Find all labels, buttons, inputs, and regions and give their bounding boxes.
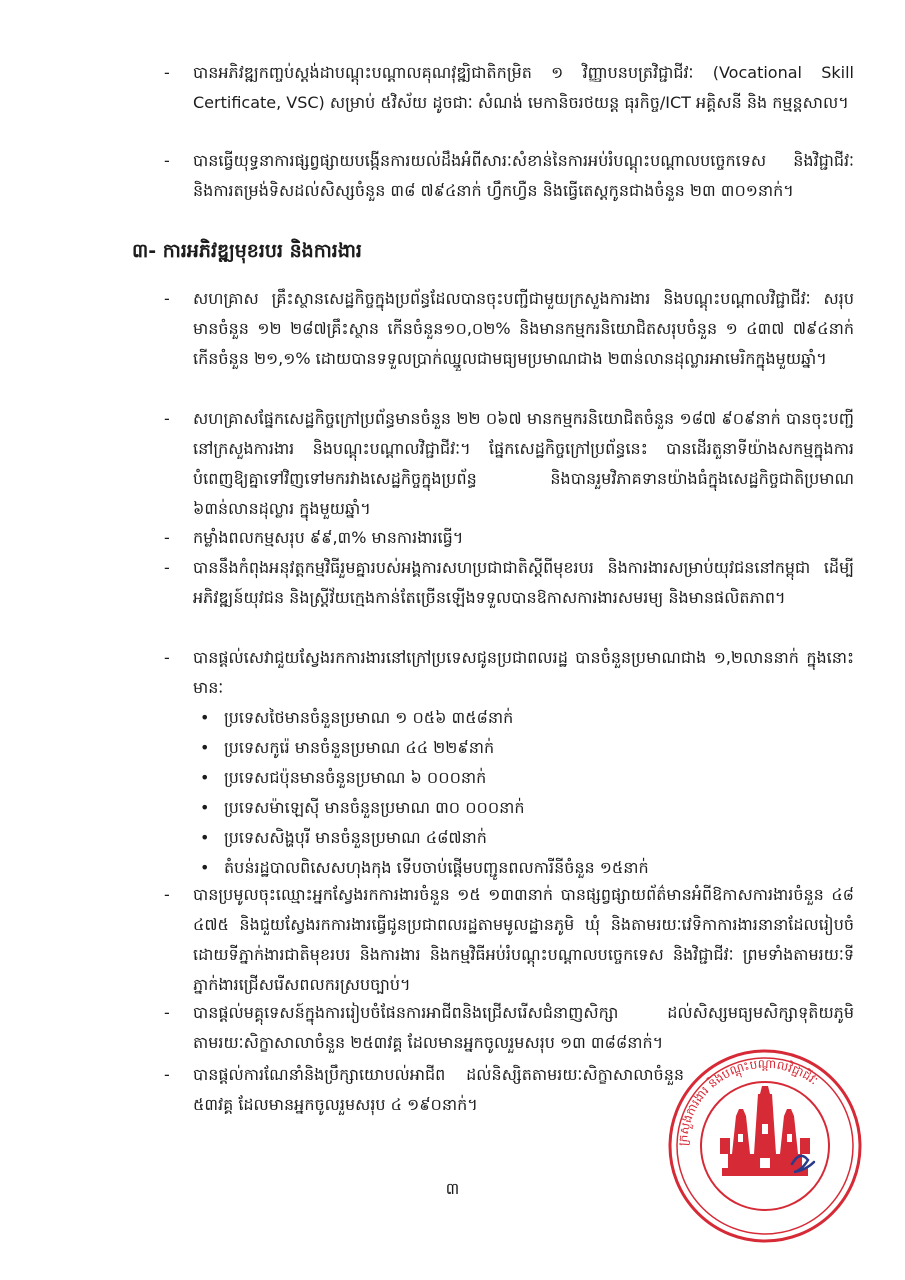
item-text: កម្លាំងពលកម្មសរុប ៩៩,៣% មានការងារធ្វើ។: [193, 528, 464, 547]
list-item: [164, 58, 854, 118]
list-item: [164, 643, 854, 703]
bullet-text: ប្រទេសជប៉ុនមានចំនួនប្រមាណ ៦ ០០០នាក់: [224, 768, 487, 787]
list-item: [164, 880, 854, 1000]
bullet-text: ប្រទេសកូរ៉េ មានចំនួនប្រមាណ ៤៤ ២២៩នាក់: [224, 738, 495, 757]
country-bullet: [200, 854, 820, 882]
dash-bullet: -: [164, 648, 170, 667]
dash-bullet: -: [164, 558, 170, 577]
official-seal: [660, 1046, 870, 1246]
item-text: បានធ្វើយុទ្ធនាការផ្សព្វផ្សាយបង្កើនការយល់ដឹងអំពីសារៈសំខាន់នៃការអប់រំបណ្តុះបណ្តាលបច្ចេកទេស និងវិជ្ជាជីវៈ និងការតម្រង់ទិសដល់សិស្សចំនួន ៣៨ ៧៩៤នាក់ ហ្វឹកហ្វឺន និងធ្វើតេស្តកូនជាងចំនួន ២៣ ៣០១នាក់។: [193, 151, 854, 200]
bullet-dot-icon: •: [200, 768, 210, 787]
dash-bullet: -: [164, 151, 170, 170]
item-text: សហគ្រាសផ្នែកសេដ្ឋកិច្ចក្រៅប្រព័ន្ធមានចំនួន ២២ ០៦៧ មានកម្មករនិយោជិតចំនួន ១៨៧ ៩០៩នាក់ បានចុះបញ្ជីនៅក្រសួងការងារ និងបណ្តុះបណ្តាលវិជ្ជាជីវៈ។ ផ្នែកសេដ្ឋកិច្ចក្រៅប្រព័ន្ធនេះ បានដើរតួនាទីយ៉ាងសកម្មក្នុងការបំពេញឱ្យគ្នាទៅវិញទៅមករវាងសេដ្ឋកិច្ចក្នុងប្រព័ន្ធ និងបានរួមវិភាគទានយ៉ាងធំក្នុងសេដ្ឋកិច្ចជាតិប្រមាណ ៦៣ន់លានដុល្លារ ក្នុងមួយឆ្នាំ។: [193, 409, 854, 518]
country-bullet: [200, 734, 820, 762]
list-item: [164, 523, 854, 553]
item-text: សហគ្រាស គ្រឹះស្ថានសេដ្ឋកិច្ចក្នុងប្រព័ន្ធដែលបានចុះបញ្ជីជាមួយក្រសួងការងារ និងបណ្តុះបណ្តាលវិជ្ជាជីវៈ សរុបមានចំនួន ១២ ២៨៧គ្រឹះស្ថាន កើនចំនួន១០,០២% និងមានកម្មករនិយោជិតសរុបចំនួន ១ ៤៣៧ ៧៩៤នាក់ កើនចំនួន ២១,១% ដោយបានទទួលប្រាក់ឈ្នួលជាមធ្យមប្រមាណជាង ២៣ន់លានដុល្លារអាមេរិកក្នុងមួយឆ្នាំ។: [193, 289, 854, 368]
bullet-dot-icon: •: [200, 828, 210, 847]
country-bullet: [200, 824, 820, 852]
bullet-text: ប្រទេសម៉ាឡេស៊ី មានចំនួនប្រមាណ ៣០ ០០០នាក់: [224, 798, 525, 817]
dash-bullet: -: [164, 289, 170, 308]
dash-bullet: -: [164, 409, 170, 428]
list-item: [164, 1060, 684, 1120]
seal-icon: [660, 1046, 870, 1246]
item-text: បានប្រមូលចុះឈ្មោះអ្នកស្វែងរកការងារចំនួន ១៥ ១៣៣នាក់ បានផ្សព្វផ្សាយព័ត៌មានអំពីឱកាសការងារចំនួន ៤៨ ៤៧៥ និងជួយស្វែងរកការងារធ្វើជូនប្រជាពលរដ្ឋតាមមូលដ្ឋានភូមិ ឃុំ និងតាមរយៈវេទិកាការងារនានាដែលរៀបចំដោយទីភ្នាក់ងារជាតិមុខរបរ និងការងារ និងកម្មវិធីអប់រំបណ្តុះបណ្តាលបច្ចេកទេស និងវិជ្ជាជីវៈ ព្រមទាំងតាមរយៈទីភ្នាក់ងារជ្រើសរើសពលករស្របច្បាប់។: [193, 885, 854, 994]
page-number: ៣: [445, 1179, 460, 1198]
list-item: [164, 404, 854, 524]
country-bullet: [200, 764, 820, 792]
dash-bullet: -: [164, 63, 170, 82]
item-text: បានផ្តល់សេវាជួយស្វែងរកការងារនៅក្រៅប្រទេសជូនប្រជាពលរដ្ឋ បានចំនួនប្រមាណជាង ១,២លាននាក់ ក្នុងនោះមានៈ: [193, 648, 854, 697]
seal-text: ក្រសួងការងារ និងបណ្តុះបណ្តាលវិជ្ជាជីវៈ: [675, 1056, 821, 1147]
bullet-dot-icon: •: [200, 708, 210, 727]
bullet-text: តំបន់រដ្ឋបាលពិសេសហុងកុង ទើបចាប់ផ្តើមបញ្ជូនពលការីនីចំនួន ១៥នាក់: [224, 858, 649, 877]
bullet-text: ប្រទេសថៃមានចំនួនប្រមាណ ១ ០៥៦ ៣៥៨នាក់: [224, 708, 514, 727]
country-bullet: [200, 794, 820, 822]
bullet-dot-icon: •: [200, 858, 210, 877]
item-text: បានអភិវឌ្ឍកញ្ចប់ស្តង់ដាបណ្តុះបណ្តាលគុណវុឌ្ឍិជាតិកម្រិត ១ វិញ្ញាបនបត្រវិជ្ជាជីវៈ (Vocational Skill Certificate, VSC) សម្រាប់ ៥វិស័យ ដូចជាៈ សំណង់ មេកានិចរថយន្ត ធុរកិច្ច/ICT អគ្គិសនី និង កម្មន្តសាល។: [193, 63, 854, 112]
list-item: [164, 553, 854, 613]
item-text: បានផ្តល់ការណែនាំនិងប្រឹក្សាយោបល់អាជីព ដល់និស្សិតតាមរយៈសិក្ខាសាលាចំនួន ៥៣វគ្គ ដែលមានអ្នកចូលរួមសរុប ៤ ១៩០នាក់។: [193, 1065, 684, 1114]
dash-bullet: -: [164, 1065, 170, 1084]
bullet-dot-icon: •: [200, 738, 210, 757]
dash-bullet: -: [164, 528, 170, 547]
list-item: [164, 284, 854, 374]
bullet-text: ប្រទេសសិង្ហបុរី មានចំនួនប្រមាណ ៤៨៧នាក់: [224, 828, 487, 847]
section-heading: ៣- ការអភិវឌ្ឍមុខរបរ និងការងារ: [132, 240, 362, 262]
item-text: បាននឹងកំពុងអនុវត្តកម្មវិធីរួមគ្នារបស់អង្គការសហប្រជាជាតិស្តីពីមុខរបរ និងការងារសម្រាប់យុវជននៅកម្ពុជា ដើម្បីអភិវឌ្ឍន៍យុវជន និងស្ត្រីវ័យក្មេងកាន់តែច្រើនឡើងទទួលបានឱកាសការងារសមរម្យ និងមានផលិតភាព។: [193, 558, 854, 607]
item-text: បានផ្តល់មគ្គុទេសន៍ក្នុងការរៀបចំផែនការអាជីពនិងជ្រើសរើសជំនាញសិក្សា ដល់សិស្សមធ្យមសិក្សាទុតិយភូមិតាមរយៈសិក្ខាសាលាចំនួន ២៥៣វគ្គ ដែលមានអ្នកចូលរួមសរុប ១៣ ៣៨៨នាក់។: [193, 1003, 854, 1052]
list-item: [164, 146, 854, 206]
bullet-dot-icon: •: [200, 798, 210, 817]
country-bullet: [200, 704, 820, 732]
dash-bullet: -: [164, 885, 170, 904]
dash-bullet: -: [164, 1003, 170, 1022]
